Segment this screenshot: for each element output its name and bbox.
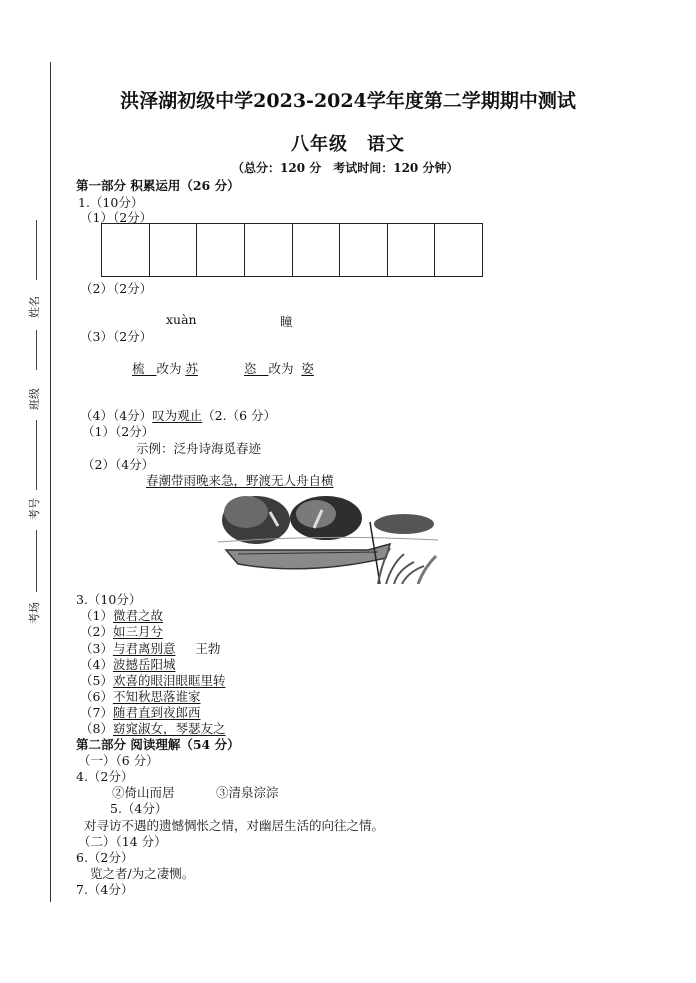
item-answer: 不知秋思落谁家: [112, 689, 201, 704]
q6-label: 6.（2分）: [76, 850, 134, 865]
item-answer: 随君直到夜郎西: [112, 705, 201, 720]
class-blank-line: [36, 330, 37, 370]
character-grid: [101, 223, 483, 277]
blank-space: [145, 361, 157, 376]
item-number: （8）: [80, 721, 113, 736]
q4-answer-a: ②倚山而居: [112, 785, 175, 800]
q1-1-label: （1）（2分）: [80, 210, 153, 225]
grid-cell: [293, 224, 341, 276]
item-answer: 如三月兮: [112, 624, 163, 639]
character-answer: 瞳: [280, 314, 293, 329]
item-number: （3）: [80, 641, 113, 656]
part2-heading: 第二部分 阅读理解（54 分）: [76, 737, 240, 752]
author-name: 王勃: [195, 641, 221, 656]
exam-title: 洪泽湖初级中学2023-2024学年度第二学期期中测试: [120, 90, 576, 112]
q3-label: 3.（10分）: [76, 592, 142, 607]
section-1-label: （一）（6 分）: [78, 753, 159, 768]
q1-4-answer: 叹为观止: [152, 408, 203, 423]
grid-cell: [435, 224, 482, 276]
exam-no-blank-line: [36, 420, 37, 490]
q2-1-example: 示例：泛舟诗海觅春迹: [136, 441, 262, 456]
q1-2-label: （2）（2分）: [80, 281, 153, 296]
item-answer: 微君之故: [112, 608, 163, 623]
change-to-1: 改为: [156, 361, 182, 376]
q2-label: （2.（6 分）: [202, 408, 277, 423]
landscape-boat-illustration-icon: [218, 492, 438, 584]
room-label: 考场: [28, 602, 41, 624]
right-char-1: 苏: [185, 361, 198, 376]
item-number: （6）: [80, 689, 113, 704]
section-2-label: （二）（14 分）: [78, 834, 167, 849]
q5-answer: 对寻访不遇的遗憾惆怅之情，对幽居生活的向往之情。: [84, 818, 385, 833]
item-answer: 波撼岳阳城: [112, 657, 176, 672]
poem-line-answer: 春潮带雨晚来急，野渡无人舟自横: [146, 473, 334, 488]
q3-item-2: [80, 622, 163, 640]
q2-1-label: （1）（2分）: [82, 424, 155, 439]
q4-label: 4.（2分）: [76, 769, 134, 784]
item-number: （1）: [80, 608, 113, 623]
class-label: 班级: [28, 388, 41, 410]
grid-cell: [197, 224, 245, 276]
blank-space: [257, 361, 269, 376]
name-blank-line: [36, 220, 37, 280]
exam-subtitle: 八年级 语文: [291, 134, 405, 155]
q1-4-label: （4）（4分）: [80, 408, 153, 423]
grid-cell: [245, 224, 293, 276]
item-answer: 欢喜的眼泪眼眶里转: [112, 673, 226, 688]
q4-answer-b: ③清泉淙淙: [216, 785, 279, 800]
exam-no-label: 考号: [28, 498, 41, 520]
binding-margin-line: [50, 62, 51, 902]
right-char-2: 姿: [301, 361, 314, 376]
q6-answer: 览之者/为之凄恻。: [90, 866, 195, 881]
wrong-char-2: 恣: [244, 361, 257, 376]
grid-cell: [150, 224, 198, 276]
name-label: 姓名: [28, 296, 41, 318]
q7-label: 7.（4分）: [76, 882, 134, 897]
item-number: （7）: [80, 705, 113, 720]
exam-info: （总分：120 分 考试时间：120 分钟）: [232, 161, 459, 175]
q1-label: 1.（10分）: [78, 195, 144, 210]
correction-1: [132, 359, 198, 377]
change-to-2: 改为: [268, 361, 294, 376]
q5-label: 5.（4分）: [110, 801, 168, 816]
grid-cell: [102, 224, 150, 276]
item-answer: 与君离别意: [112, 641, 176, 656]
wrong-char-1: 梳: [132, 361, 145, 376]
item-number: （4）: [80, 657, 113, 672]
q2-2-label: （2）（4分）: [82, 457, 155, 472]
item-number: （5）: [80, 673, 113, 688]
correction-2: [244, 359, 314, 377]
pinyin-answer: xuàn: [166, 312, 197, 327]
room-blank-line: [36, 530, 37, 592]
grid-cell: [388, 224, 436, 276]
item-answer: 窈窕淑女，琴瑟友之: [112, 721, 226, 736]
part1-heading: 第一部分 积累运用（26 分）: [76, 178, 240, 193]
q1-3-label: （3）（2分）: [80, 329, 153, 344]
grid-cell: [340, 224, 388, 276]
item-number: （2）: [80, 624, 113, 639]
